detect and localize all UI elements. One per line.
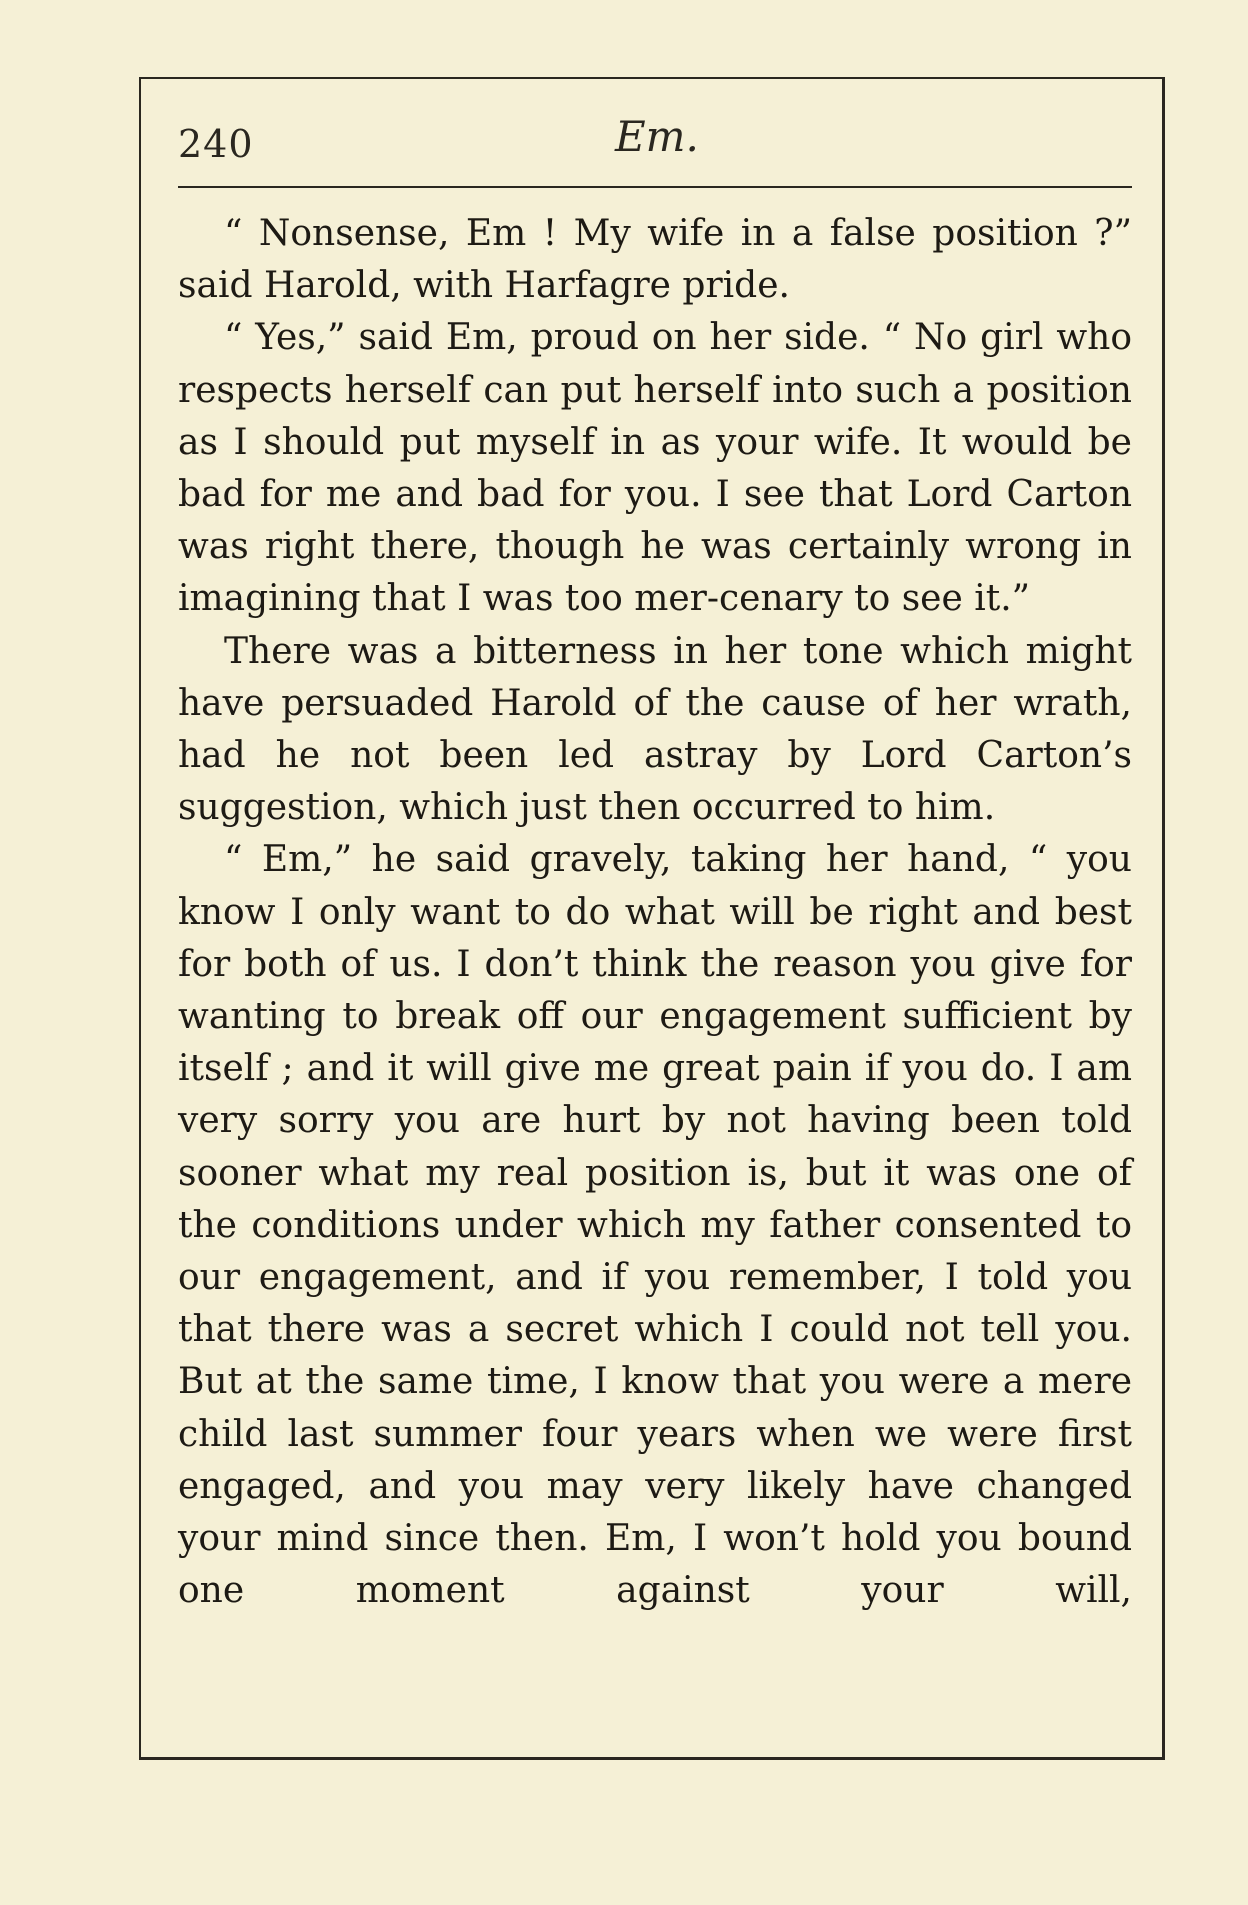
page-number: 240 [178, 122, 254, 166]
body-text [178, 208, 1132, 1617]
header-rule [178, 186, 1132, 188]
paragraph: “ Em,” he said gravely, taking her hand, “ you know I only want to do what will be right and best for both of us. I don’t think the reason you give for wanting to break off our engagement sufficient by itself ; and it will give me great pain if you do. I am very sorry you are hurt by not having been told sooner what my real position is, but it was one of the conditions under which my father consented to our engagement, and if you remember, I told you that there was a secret which I could not tell you. But at the same time, I know that you were a mere child last summer four years when we were first engaged, and you may very likely have changed your mind since then. Em, I won’t hold you bound one moment against your will, [178, 839, 1132, 1612]
paragraph: There was a bitterness in her tone which might have persuaded Harold of the cause of her wrath, had he not been led astray by Lord Carton’s suggestion, which just then occurred to him. [178, 630, 1132, 829]
running-title: Em. [615, 112, 699, 161]
paragraph: “ Nonsense, Em ! My wife in a false position ?” said Harold, with Harfagre pride. [178, 213, 1132, 307]
paragraph: “ Yes,” said Em, proud on her side. “ No girl who respects herself can put herself into such a position as I should put myself in as your wife. It would be bad for me and bad for you. I see that Lord Carton was right there, though he was certainly wrong in imagining that I was too mer-cenary to see it.” [178, 317, 1132, 620]
page-header [178, 112, 1132, 182]
